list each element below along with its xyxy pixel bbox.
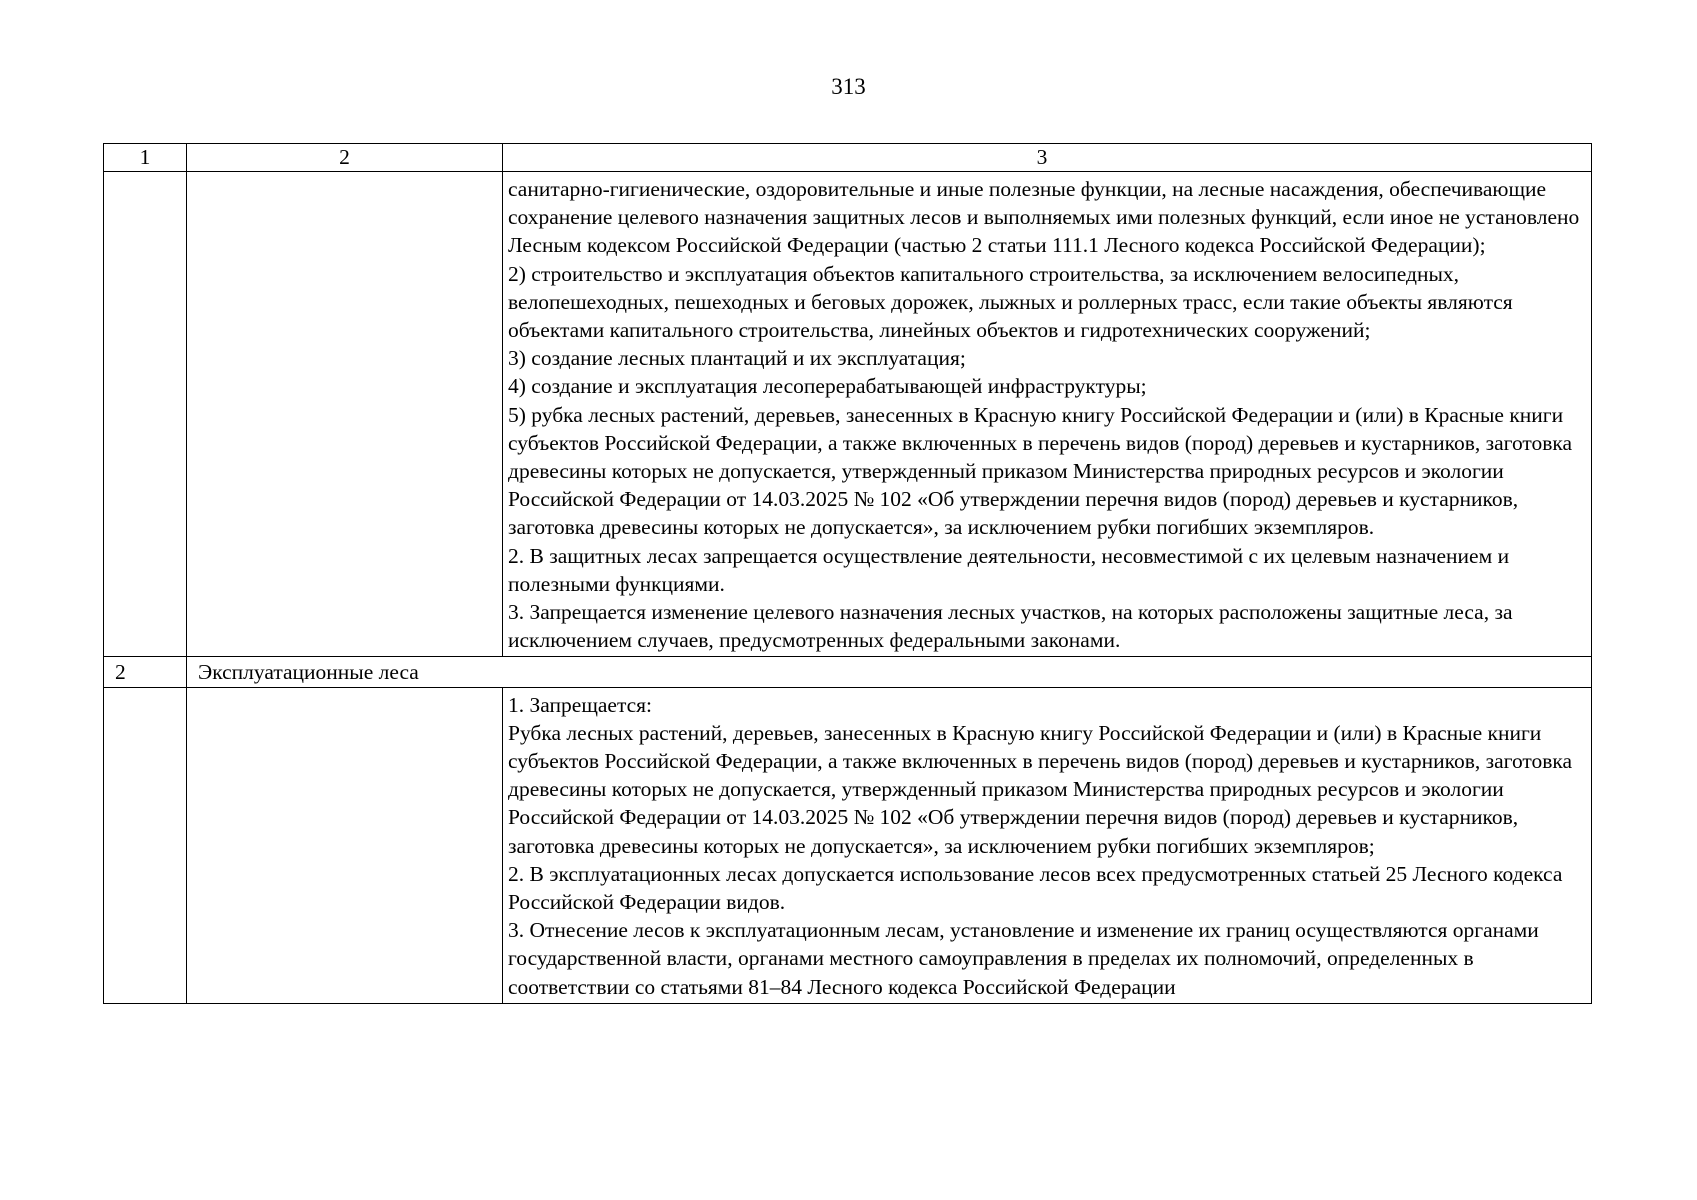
- page-number: 313: [831, 74, 866, 99]
- row1-paragraph: 2) строительство и эксплуатация объектов капитального строительства, за исключением велосипедных, велопешеходных, пешеходных и беговых дорожек, лыжных и роллерных трасс, если такие объекты являются объектами капитального строительства, линейных объектов и гидротехнических сооружений;: [508, 261, 1513, 343]
- row3-number-cell: [104, 687, 187, 1003]
- row1-paragraph: санитарно-гигиенические, оздоровительные и иные полезные функции, на лесные насаждения, обеспечивающие сохранение целевого назначения защитных лесов и выполняемых ими полезных функций, если иное не установлено Лесным кодексом Российской Федерации (частью 2 статьи 111.1 Лесного кодекса Российской Федерации);: [508, 177, 1580, 258]
- row1-text-cell: [503, 172, 1592, 657]
- row1-paragraph: 2. В защитных лесах запрещается осуществление деятельности, несовместимой с их целевым назначением и полезными функциями.: [508, 543, 1510, 596]
- regulation-table: [103, 143, 1592, 1004]
- section-row: [104, 657, 1592, 687]
- table-header-row: [104, 144, 1592, 172]
- row1-paragraph: 3) создание лесных плантаций и их эксплуатация;: [508, 346, 966, 371]
- row1-title-cell: [187, 172, 503, 657]
- row3-paragraph: 3. Отнесение лесов к эксплуатационным лесам, установление и изменение их границ осуществляются органами государственной власти, органами местного самоуправления в пределах их полномочий, определенных в соответствии со статьями 81–84 Лесного кодекса Российской Федерации: [508, 918, 1539, 999]
- table-row: [104, 172, 1592, 657]
- row3-paragraph: 2. В эксплуатационных лесах допускается использование лесов всех предусмотренных статьей 25 Лесного кодекса Российской Федерации видов.: [508, 861, 1563, 915]
- row1-paragraph: 3. Запрещается изменение целевого назначения лесных участков, на которых расположены защитные леса, за исключением случаев, предусмотренных федеральными законами.: [508, 600, 1513, 653]
- header-col-1: 1: [104, 144, 187, 172]
- row3-text-cell: [503, 687, 1592, 1003]
- section-number: 2: [104, 657, 187, 687]
- row1-paragraph: 5) рубка лесных растений, деревьев, занесенных в Красную книгу Российской Федерации и (или) в Красные книги субъектов Российской Федерации, а также включенных в перечень видов (пород) деревьев и кустарников, заготовка древесины которых не допускается, утвержденный приказом Министерства природных ресурсов и экологии Российской Федерации от 14.03.2025 № 102 «Об утверждении перечня видов (пород) деревьев и кустарников, заготовка древесины которых не допускается», за исключением рубки погибших экземпляров.: [508, 402, 1573, 540]
- row3-paragraph: Рубка лесных растений, деревьев, занесенных в Красную книгу Российской Федерации и (или) в Красные книги субъектов Российской Федерации, а также включенных в перечень видов (пород) деревьев и кустарников, заготовка древесины которых не допускается, утвержденный приказом Министерства природных ресурсов и экологии Российской Федерации от 14.03.2025 № 102 «Об утверждении перечня видов (пород) деревьев и кустарников, заготовка древесины которых не допускается», за исключением рубки погибших экземпляров;: [508, 720, 1573, 858]
- header-col-2: 2: [187, 144, 503, 172]
- row3-paragraph: 1. Запрещается:: [508, 692, 653, 717]
- row1-paragraph: 4) создание и эксплуатация лесоперерабатывающей инфраструктуры;: [508, 374, 1147, 399]
- row3-title-cell: [187, 687, 503, 1003]
- table-row: [104, 687, 1592, 1003]
- header-col-3: 3: [503, 144, 1592, 172]
- row1-number-cell: [104, 172, 187, 657]
- section-title: Эксплуатационные леса: [187, 657, 1592, 687]
